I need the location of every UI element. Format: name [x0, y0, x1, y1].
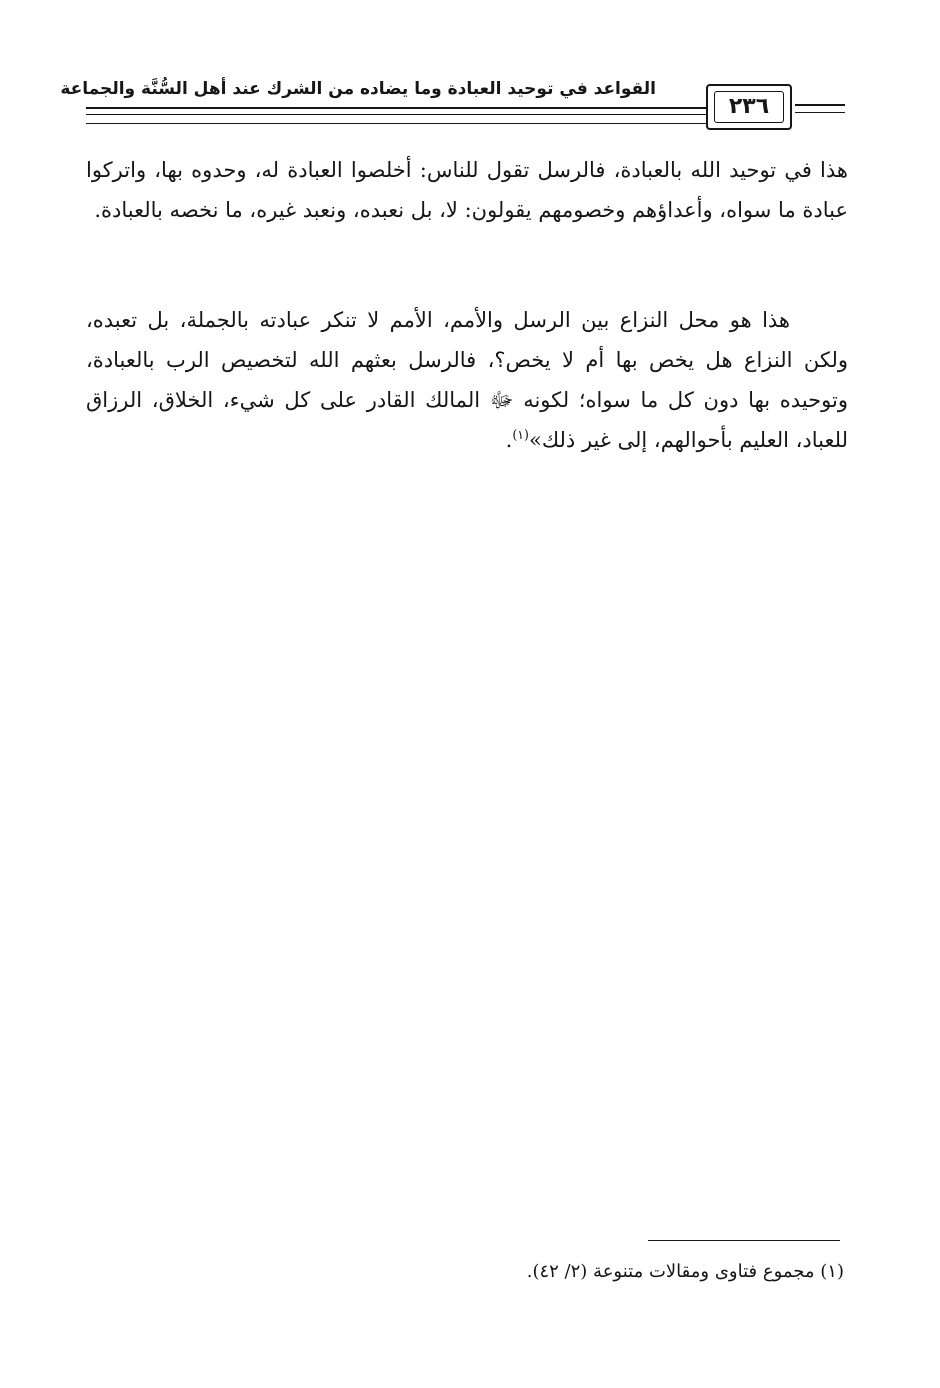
paragraph-2-end: . — [505, 428, 513, 452]
header-rule — [86, 114, 706, 115]
header-rule — [86, 107, 706, 109]
header-rule — [86, 123, 706, 124]
footnote-separator — [648, 1240, 840, 1241]
paragraph-2 — [86, 300, 848, 460]
paragraph-2-text: هذا هو محل النزاع بين الرسل والأمم، الأمم لا تنكر عبادته بالجملة، بل تعبده، ولكن النزاع هل يخص بها أم لا يخص؟، فالرسل بعثهم الله لتخصيص الرب بالعبادة، وتوحيده بها دون كل ما سواه؛ لكونه ﷻ المالك القادر على كل شيء، الخلاق، الرزاق للعباد، العليم بأحوالهم، إلى غير ذلك» — [86, 308, 848, 452]
header-rule — [795, 104, 845, 106]
paragraph-1: هذا في توحيد الله بالعبادة، فالرسل تقول للناس: أخلصوا العبادة له، وحدوه بها، واتركوا عبادة ما سواه، وأعداؤهم وخصومهم يقولون: لا، بل نعبده، ونعبد غيره، ما نخصه بالعبادة. — [86, 158, 848, 222]
footnote-reference: (١) — [512, 427, 529, 442]
header-rule — [795, 112, 845, 113]
footnote: (١) مجموع فتاوى ومقالات متنوعة (٢/ ٤٢). — [526, 1261, 844, 1282]
page-number-frame — [706, 84, 792, 130]
page-number: ٢٣٦ — [728, 94, 770, 119]
running-title: القواعد في توحيد العبادة وما يضاده من الشرك عند أهل السُّنَّة والجماعة — [60, 79, 656, 99]
